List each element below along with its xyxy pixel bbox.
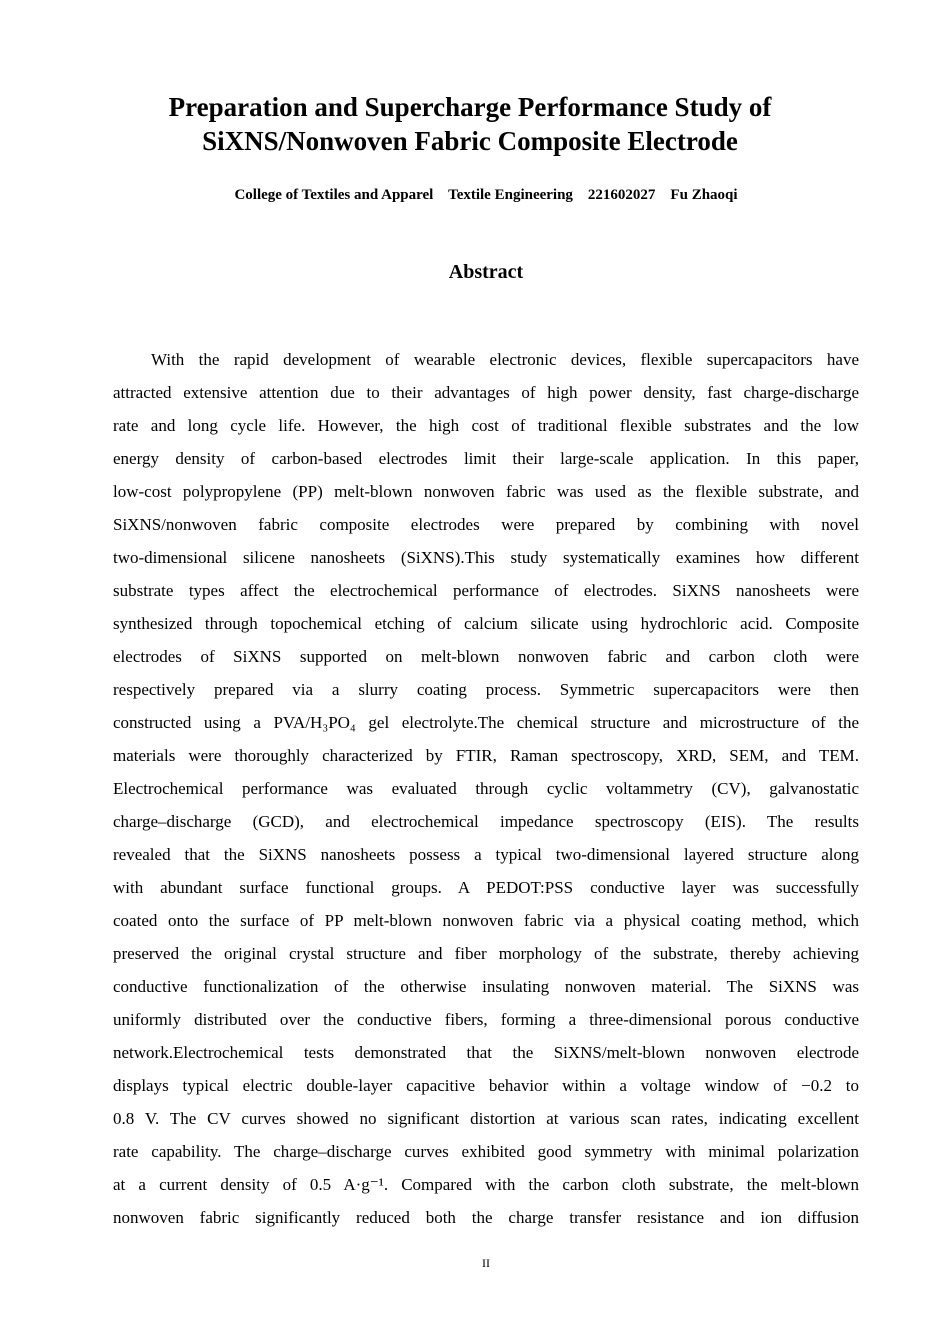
abstract-line: coated onto the surface of PP melt-blown nonwoven fabric via a physical coating method, which bbox=[113, 911, 859, 930]
paper-title bbox=[0, 90, 940, 158]
abstract-line: synthesized through topochemical etching of calcium silicate using hydrochloric acid. Composite bbox=[113, 614, 859, 633]
abstract-line: network.Electrochemical tests demonstrated that the SiXNS/melt-blown nonwoven electrode bbox=[113, 1043, 859, 1062]
abstract-line: conductive functionalization of the otherwise insulating nonwoven material. The SiXNS was bbox=[113, 977, 859, 996]
abstract-line: low-cost polypropylene (PP) melt-blown nonwoven fabric was used as the flexible substrate, and bbox=[113, 482, 859, 501]
abstract-line: uniformly distributed over the conductive fibers, forming a three-dimensional porous conductive bbox=[113, 1010, 859, 1029]
author-affiliation-line: College of Textiles and Apparel Textile Engineering 221602027 Fu Zhaoqi bbox=[234, 187, 738, 203]
abstract-line: displays typical electric double-layer capacitive behavior within a voltage window of −0.2 to bbox=[113, 1076, 859, 1095]
abstract-line: SiXNS/nonwoven fabric composite electrodes were prepared by combining with novel bbox=[113, 515, 859, 534]
abstract-line: nonwoven fabric significantly reduced both the charge transfer resistance and ion diffusion bbox=[113, 1208, 859, 1227]
abstract-line: two-dimensional silicene nanosheets (SiXNS).This study systematically examines how different bbox=[113, 548, 859, 567]
abstract-line: constructed using a PVA/H₃PO₄ gel electrolyte.The chemical structure and microstructure of the bbox=[113, 713, 859, 732]
abstract-line: respectively prepared via a slurry coating process. Symmetric supercapacitors were then bbox=[113, 680, 859, 699]
abstract-line: revealed that the SiXNS nanosheets possess a typical two-dimensional layered structure along bbox=[113, 845, 859, 864]
paper-title-line-2: SiXNS/Nonwoven Fabric Composite Electrode bbox=[202, 126, 738, 156]
abstract-line: Electrochemical performance was evaluated through cyclic voltammetry (CV), galvanostatic bbox=[113, 779, 859, 798]
paper-title-line-1: Preparation and Supercharge Performance Study of bbox=[168, 92, 772, 122]
abstract-line: at a current density of 0.5 A·g⁻¹. Compared with the carbon cloth substrate, the melt-blown bbox=[113, 1175, 859, 1194]
abstract-line: with abundant surface functional groups. A PEDOT:PSS conductive layer was successfully bbox=[113, 878, 859, 897]
page-number: II bbox=[482, 1256, 490, 1270]
abstract-line: preserved the original crystal structure and fiber morphology of the substrate, thereby achieving bbox=[113, 944, 859, 963]
abstract-line: substrate types affect the electrochemical performance of electrodes. SiXNS nanosheets were bbox=[113, 581, 859, 600]
abstract-line: attracted extensive attention due to their advantages of high power density, fast charge-discharge bbox=[113, 383, 859, 402]
abstract-line: rate and long cycle life. However, the high cost of traditional flexible substrates and the low bbox=[113, 416, 859, 435]
abstract-body bbox=[113, 343, 859, 1234]
abstract-line: rate capability. The charge–discharge curves exhibited good symmetry with minimal polarization bbox=[113, 1142, 859, 1161]
abstract-heading: Abstract bbox=[448, 261, 524, 283]
abstract-line: With the rapid development of wearable electronic devices, flexible supercapacitors have bbox=[151, 350, 859, 369]
abstract-line: charge–discharge (GCD), and electrochemical impedance spectroscopy (EIS). The results bbox=[113, 812, 859, 831]
abstract-line: energy density of carbon-based electrodes limit their large-scale application. In this paper, bbox=[113, 449, 859, 468]
abstract-line: 0.8 V. The CV curves showed no significant distortion at various scan rates, indicating excellent bbox=[113, 1109, 859, 1128]
abstract-line: electrodes of SiXNS supported on melt-blown nonwoven fabric and carbon cloth were bbox=[113, 647, 859, 666]
abstract-line: materials were thoroughly characterized by FTIR, Raman spectroscopy, XRD, SEM, and TEM. bbox=[113, 746, 859, 765]
